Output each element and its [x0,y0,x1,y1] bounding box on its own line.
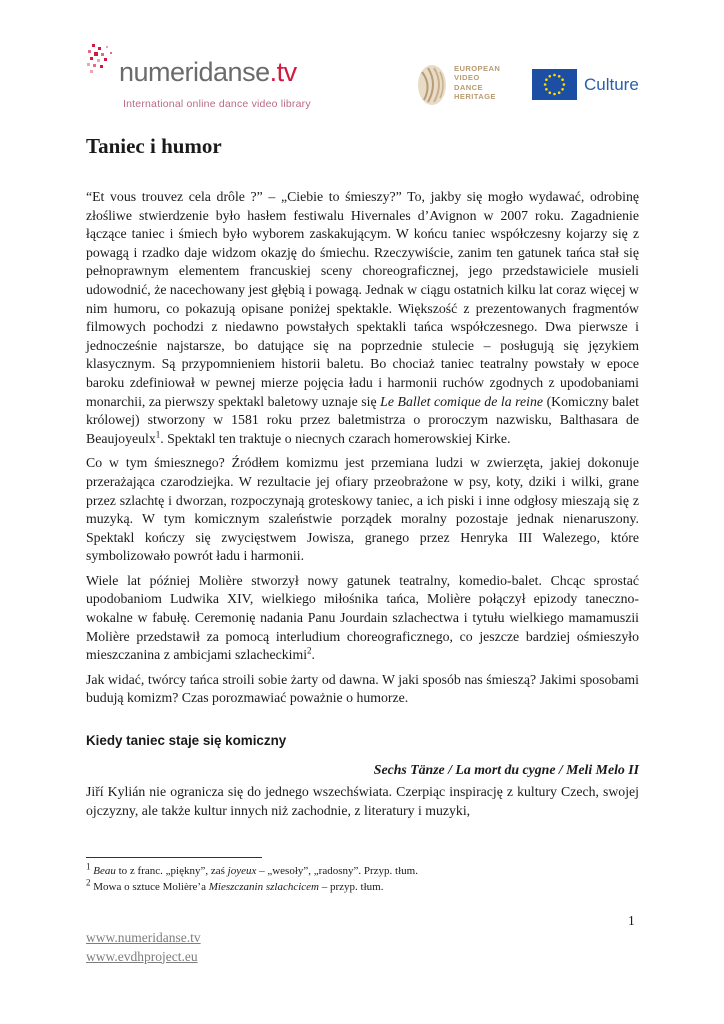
text-run: (Komiczny balet królowej) stworzony w 1581 roku przez baletmistrza o proroczym nazwisku, Balthasara de Beaujoyeulx [86,393,639,446]
numeridanse-logo [119,57,297,88]
edh-emblem-icon [416,62,448,108]
footnote-ref-1[interactable]: 1 [155,429,161,440]
logo-text-accent: .tv [269,57,297,87]
text-run: “Et vous trouvez cela drôle ?” – „Ciebie to śmieszy?” To, jakby się mogło wydawać, odrobinę złośliwe stwierdzenie było hasłem festiwalu Hivernales d’Avignon w 2007 roku. Zagadnienie łączące taniec i śmiech było wyborem zaskakującym. W końcu taniec współczesny kojarzy się z powagą i rzadko daje widzom okazję do śmiechu. Rzeczywiście, zanim ten gatunek tańca stał się pełnoprawnym elementem francuskiej sceny choreograficznej, jego przedstawiciele musieli udowodnić, że nacechowany jest głębią i powagą. Jednak w ciągu ostatnich kilku lat coraz więcej w nim humoru, co pokazują opisane poniżej spektakle. Większość z prezentowanych fragmentów filmowych pochodzi z niedawno powstałych spektakli tańca współczesnego. Dwa pierwsze i jednocześnie najstarsze, bo datujące się na poprzednie stulecie – posługują się językiem klasycznym. Są przypomnieniem historii baletu. Bo chociaż taniec teatralny powstały w epoce baroku zdefiniował w pewnej mierze pojęcia ładu i harmonii ruchów zgodnych z upodobaniami monarchii, za pierwszy spektakl baletowy uznaje się [86,189,639,409]
eu-culture-logo [532,69,656,103]
footnote-1 [86,861,639,880]
edh-line: HERITAGE [454,91,496,101]
footnote-italic: Beau [93,865,116,877]
paragraph-intro [86,188,639,448]
text-run: . Spektakl ten traktuje o niecnych czarach homerowskiej Kirke. [160,430,511,446]
footnote-italic: Mieszczanin szlachcicem [208,880,319,893]
edh-line: EUROPEAN [454,64,501,73]
page-header [86,40,646,115]
paragraph-metamorphosis: Co w tym śmiesznego? Źródłem komizmu jest przemiana ludzi w zwierzęta, jakiej dokonuje przerażająca czarodziejka. W rezultacie jej ofiary przeobrażone w psy, koty, dziki i wilki, grane przez szlachtę i dworzan, rozpoczynają groteskowy taniec, a ich piski i inne odgłosy mieszają się z muzyką. W tym komicznym szaleństwie porządek moralny pozostaje jednak nienaruszony. Spektakl kończy się zwycięstwem Jowisza, granego przez Henryka III Walezego, które symbolizowało powrót ładu i harmonii. [86,455,639,564]
paragraph-conclusion: Jak widać, twórcy tańca stroili sobie żarty od dawna. W jaki sposób nas śmieszą? Jakimi sposobami budują komizm? Czas porozmawiać poważnie o humorze. [86,671,639,706]
footnote-number: 1 [86,861,91,872]
link-numeridanse[interactable]: www.numeridanse.tv [86,930,201,945]
footnote-text: – „wesoły”, „radosny”. Przyp. tłum. [256,865,418,877]
page-title: Taniec i humor [86,134,222,158]
text-run: . [311,647,315,663]
performances-list: Sechs Tänze / La mort du cygne / Meli Melo II [373,761,639,777]
logo-subtitle: International online dance video library [123,98,311,110]
footnote-2 [86,876,639,896]
footnote-divider [86,857,262,858]
footnotes [86,861,639,895]
footnote-text: Mowa o sztuce Molière’a [90,880,209,893]
logo-text-main: numeridanse [119,57,270,87]
article-body [86,188,639,826]
footnote-text: – przyp. tłum. [319,880,384,893]
edh-line: VIDEO [454,73,480,83]
edh-logo [416,62,516,110]
section-heading: Kiedy taniec staje się komiczny [86,733,287,749]
footnote-ref-2[interactable]: 2 [307,645,312,656]
page-number: 1 [628,913,635,928]
paragraph-kylian: Jiří Kylián nie ogranicza się do jednego wszechświata. Czerpiąc inspirację z kultury Czech, swojej ojczyzny, ale także kultur innych niż zachodnie, z literatury i muzyki, [86,784,639,818]
link-evdhproject[interactable]: www.evdhproject.eu [86,948,198,964]
eu-culture-label: Culture [584,75,639,94]
footnote-italic: joyeux [227,865,257,877]
edh-text [454,64,500,101]
paragraph-moliere [86,572,639,665]
edh-line: DANCE [454,82,484,92]
footnote-number: 2 [86,876,91,887]
text-run: Wiele lat później Molière stworzył nowy gatunek teatralny, komedio-balet. Chcąc sprostać upodobaniom Ludwika XIV, wielkiego miłośnika tańca, Molière połączył epizody taneczno-wokalne w fabułę. Ceremonię nadania Panu Jourdain szlachectwa i tytułu wielkiego mamamuszii Molière przedstawił za pomocą interludium choreograficznego, co jeszcze bardziej ośmieszyło mieszczanina z ambicjami szlacheckimi [86,572,639,663]
eu-flag-icon [532,69,577,100]
footer-links [86,929,201,966]
footnote-text: to z franc. „piękny”, zaś [115,865,228,877]
italic-title: Le Ballet comique de la reine [380,393,544,409]
